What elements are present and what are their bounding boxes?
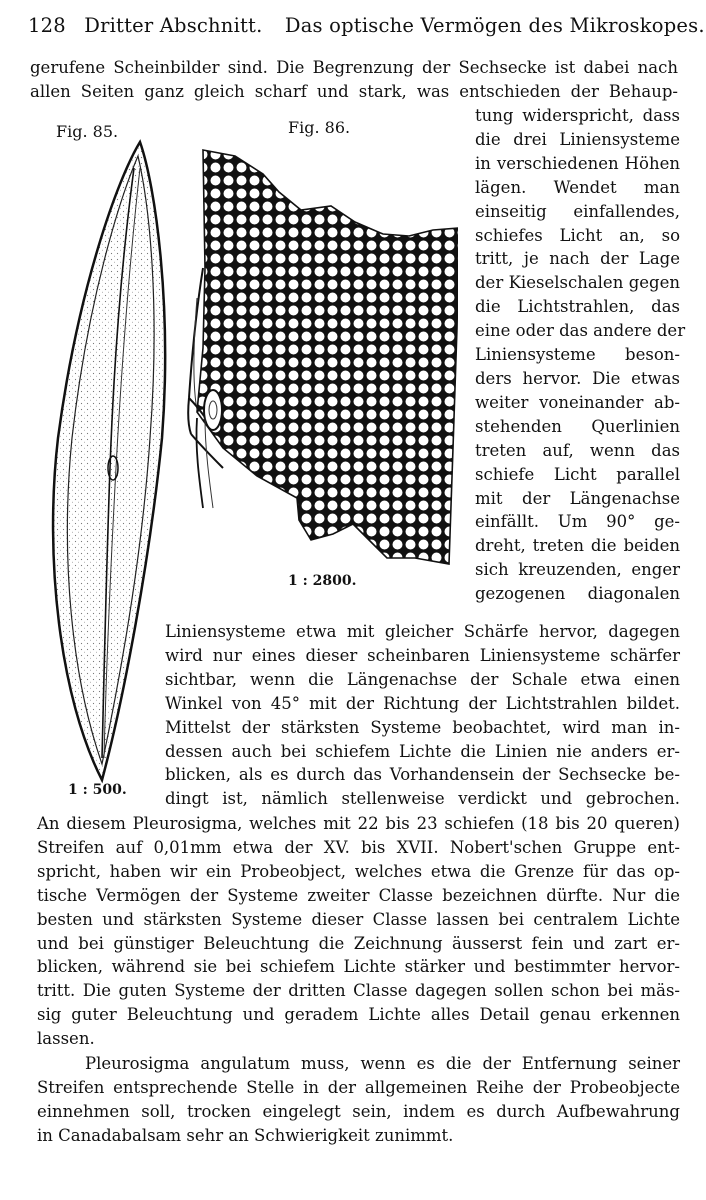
- text-line: tritt. Die guten Systeme der dritten Classe dagegen sollen schon bei mäs-: [37, 981, 680, 1001]
- text-line: einseitig einfallendes,: [475, 201, 680, 221]
- text-line: tung widerspricht, dass: [475, 106, 680, 125]
- paragraph-mid-column: [165, 620, 680, 811]
- text-line: die drei Liniensysteme: [475, 129, 680, 149]
- text-line: blicken, als es durch das Vorhandensein der Sechsecke be-: [165, 765, 680, 785]
- text-line: gerufene Scheinbilder sind. Die Begrenzung der Sechsecke ist dabei nach: [30, 58, 678, 77]
- text-line: besten und stärksten Systeme dieser Classe lassen bei centralem Lichte: [37, 909, 680, 929]
- fig86-label: Fig. 86.: [288, 118, 351, 137]
- text-line: und bei günstiger Beleuchtung die Zeichnung äusserst fein und zart er-: [37, 933, 680, 953]
- page-number: 128: [28, 14, 66, 37]
- paragraph-second-end: [37, 1124, 680, 1148]
- chapter-title: Das optische Vermögen des Mikroskopes.: [284, 14, 705, 37]
- fig86-scale: 1 : 2800.: [288, 573, 357, 589]
- section-title: Dritter Abschnitt.: [84, 14, 263, 37]
- text-line: treten auf, wenn das: [475, 440, 680, 460]
- paragraph-top: [30, 56, 678, 104]
- text-line: An diesem Pleurosigma, welches mit 22 bis 23 schiefen (18 bis 20 queren): [37, 814, 680, 833]
- text-line: eine oder das andere der: [475, 321, 686, 341]
- text-line: tische Vermögen der Systeme zweiter Classe bezeichnen dürfte. Nur die: [37, 885, 680, 905]
- text-line: ders hervor. Die etwas: [475, 368, 680, 388]
- text-line: die Lichtstrahlen, das: [475, 297, 680, 317]
- text-line: stehenden Querlinien: [475, 416, 680, 436]
- text-line: schiefes Licht an, so: [475, 225, 680, 245]
- text-line: wird nur eines dieser scheinbaren Liniensysteme schärfer: [165, 645, 680, 665]
- text-line: mit der Längenachse: [475, 488, 680, 508]
- text-line: dingt ist, nämlich stellenweise verdickt und gebrochen.: [165, 789, 680, 809]
- text-line: Mittelst der stärksten Systeme beobachtet, wird man in-: [165, 717, 680, 737]
- text-line: sich kreuzenden, enger: [475, 560, 680, 580]
- paragraph-side-column: [475, 104, 686, 606]
- text-line: sichtbar, wenn die Längenachse der Schale etwa einen: [165, 669, 680, 689]
- paragraph-main-end: [37, 1027, 680, 1051]
- text-line: weiter voneinander ab-: [475, 392, 680, 412]
- text-line: Streifen entsprechende Stelle in der allgemeinen Reihe der Probeobjecte: [37, 1078, 680, 1097]
- fig86-hexagon-illustration: [183, 148, 458, 588]
- text-line: Pleurosigma angulatum muss, wenn es die der Entfernung seiner: [85, 1054, 680, 1073]
- text-line: dessen auch bei schiefem Lichte die Linien nie anders er-: [165, 741, 680, 761]
- text-line: Winkel von 45° mit der Richtung der Lichtstrahlen bildet.: [165, 693, 680, 713]
- text-line: Streifen auf 0,01mm etwa der XV. bis XVII. Nobert'schen Gruppe ent-: [37, 837, 680, 857]
- text-line: lägen. Wendet man: [475, 177, 680, 197]
- text-line: schiefe Licht parallel: [475, 464, 680, 484]
- fig85-label: Fig. 85.: [56, 122, 119, 141]
- running-header: [28, 14, 705, 44]
- text-line: der Kieselschalen gegen: [475, 273, 680, 293]
- text-line: spricht, haben wir ein Probeobject, welches etwa die Grenze für das op-: [37, 861, 680, 881]
- paragraph-second-cont: [37, 1076, 680, 1124]
- text-line: in verschiedenen Höhen: [475, 153, 680, 173]
- text-line: in Canadabalsam sehr an Schwierigkeit zunimmt.: [37, 1126, 454, 1145]
- text-line: tritt, je nach der Lage: [475, 249, 680, 269]
- text-line: dreht, treten die beiden: [475, 536, 680, 556]
- text-line: sig guter Beleuchtung und geradem Lichte alles Detail genau erkennen: [37, 1005, 680, 1025]
- text-line: Liniensysteme etwa mit gleicher Schärfe hervor, dagegen: [165, 622, 680, 641]
- text-line: gezogenen diagonalen: [475, 584, 680, 604]
- text-line: einfällt. Um 90° ge-: [475, 512, 680, 532]
- paragraph-main: [37, 812, 680, 1027]
- text-line: einnehmen soll, trocken eingelegt sein, indem es durch Aufbewahrung: [37, 1101, 680, 1121]
- paragraph-second: [37, 1052, 680, 1076]
- text-line: blicken, während sie bei schiefem Lichte stärker und bestimmter hervor-: [37, 957, 680, 977]
- fig85-diatom-illustration: [38, 138, 188, 788]
- fig85-scale: 1 : 500.: [68, 782, 127, 798]
- text-line: lassen.: [37, 1029, 95, 1048]
- text-line: allen Seiten ganz gleich scharf und stark, was entschieden der Behaup-: [30, 81, 678, 101]
- text-line: Liniensysteme beson-: [475, 345, 680, 365]
